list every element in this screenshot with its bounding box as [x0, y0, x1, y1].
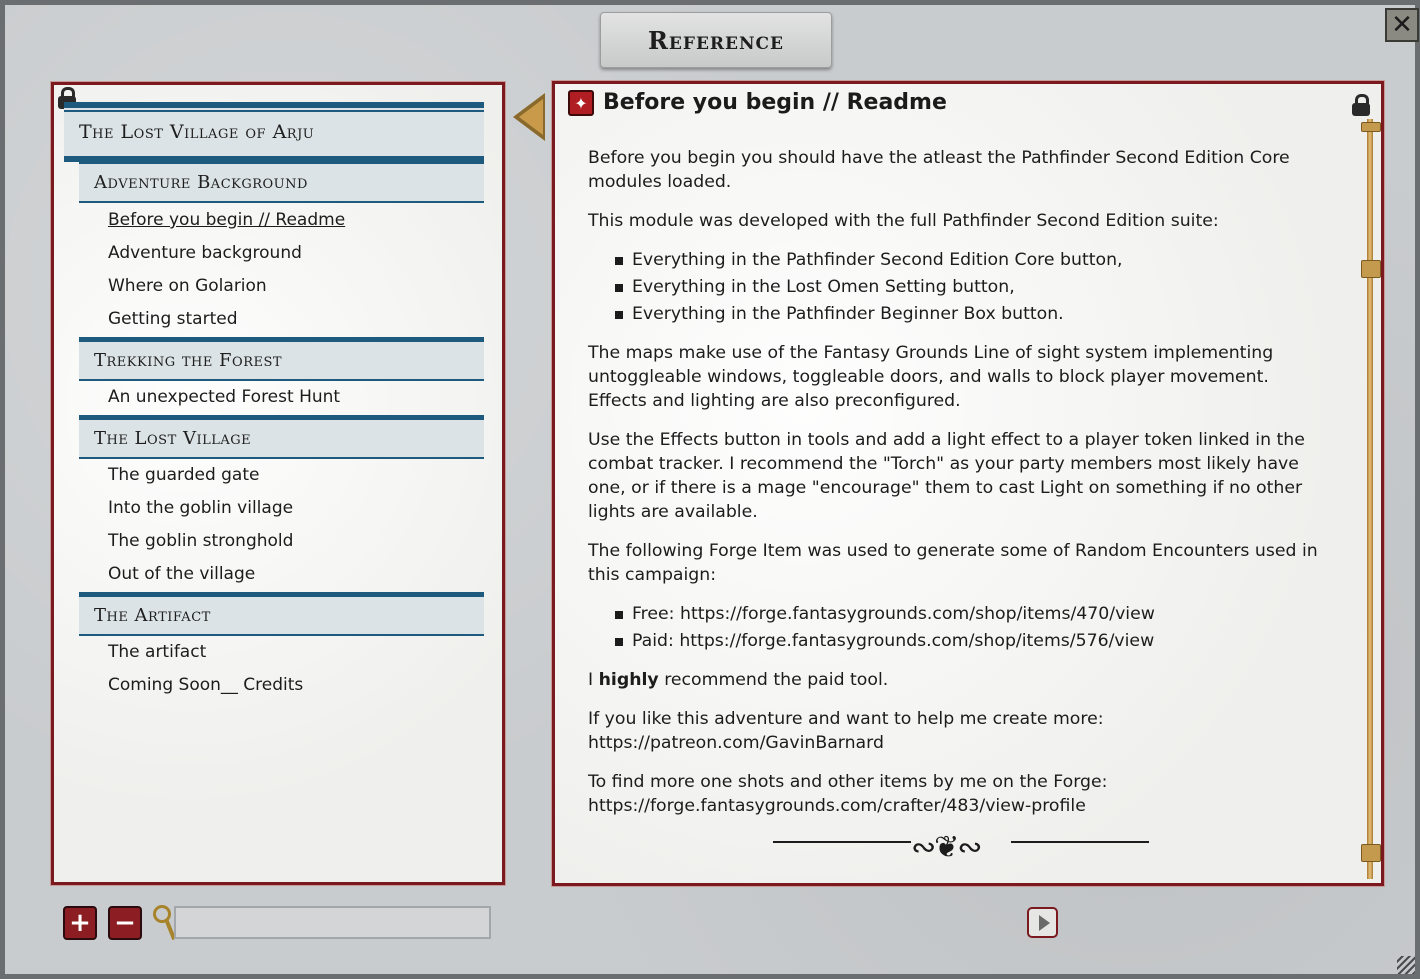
- story-icon[interactable]: ✦: [568, 90, 594, 116]
- toc-item-out-of-village[interactable]: Out of the village: [108, 564, 256, 584]
- reference-content-panel: [552, 81, 1384, 886]
- close-button[interactable]: ✕: [1385, 8, 1419, 42]
- ornament-divider: [773, 830, 1149, 866]
- paragraph: To find more one shots and other items by me on the Forge: https://forge.fantasygrounds.com/crafter/483/view-profile: [588, 772, 1108, 816]
- emphasis: highly: [598, 670, 659, 690]
- toc-item-guarded-gate[interactable]: The guarded gate: [108, 465, 260, 485]
- paragraph: Before you begin you should have the atleast the Pathfinder Second Edition Core modules loaded.: [588, 148, 1290, 192]
- toc-module-title-text: The Lost Village of Arju: [79, 121, 315, 143]
- list-item: Free: https://forge.fantasygrounds.com/shop/items/470/view: [588, 602, 1328, 626]
- toc-section-trekking-the-forest[interactable]: [79, 337, 484, 381]
- scrollbar[interactable]: [1367, 119, 1373, 879]
- toc-item-getting-started[interactable]: Getting started: [108, 309, 238, 329]
- toc-section-the-lost-village[interactable]: [79, 415, 484, 459]
- toc-item-the-artifact[interactable]: The artifact: [108, 642, 207, 662]
- toc-item-into-goblin-village[interactable]: Into the goblin village: [108, 498, 294, 518]
- list-item: Paid: https://forge.fantasygrounds.com/shop/items/576/view: [588, 629, 1328, 653]
- toc-item-where-on-golarion[interactable]: Where on Golarion: [108, 276, 267, 296]
- toc-section-label: Adventure Background: [94, 172, 308, 193]
- toc-item-goblin-stronghold[interactable]: The goblin stronghold: [108, 531, 294, 551]
- lock-icon[interactable]: [1352, 94, 1370, 116]
- scrollbar-thumb[interactable]: [1361, 260, 1381, 278]
- toc-item-forest-hunt[interactable]: An unexpected Forest Hunt: [108, 387, 341, 407]
- list-item: Everything in the Pathfinder Second Edition Core button,: [588, 248, 1328, 272]
- paragraph: [588, 668, 1328, 692]
- paragraph: This module was developed with the full Pathfinder Second Edition suite:: [588, 211, 1219, 231]
- next-page-button[interactable]: [1027, 907, 1058, 938]
- toc-item-before-you-begin[interactable]: Before you begin // Readme: [108, 210, 346, 230]
- list-item: Everything in the Lost Omen Setting button,: [588, 275, 1328, 299]
- toc-module-title: [64, 102, 484, 162]
- toc-item-adventure-background[interactable]: Adventure background: [108, 243, 302, 263]
- text: I: [588, 670, 594, 690]
- paragraph: If you like this adventure and want to help me create more: https://patreon.com/GavinBarnard: [588, 709, 1104, 753]
- toc-section-label: The Artifact: [94, 605, 211, 626]
- flourish-icon: ∾❦∾: [911, 830, 981, 865]
- table-of-contents-panel: [51, 82, 505, 885]
- content-title: Before you begin // Readme: [603, 90, 947, 115]
- paragraph: The following Forge Item was used to generate some of Random Encounters used in this campaign:: [588, 541, 1318, 585]
- toc-section-label: Trekking the Forest: [94, 350, 283, 371]
- search-input[interactable]: [174, 906, 491, 939]
- toc-item-credits[interactable]: Coming Soon__ Credits: [108, 675, 304, 695]
- toc-section-adventure-background[interactable]: [79, 159, 484, 203]
- divider-line: [1011, 841, 1149, 843]
- remove-button[interactable]: −: [108, 906, 142, 940]
- add-button[interactable]: +: [63, 906, 97, 940]
- list-item: Everything in the Pathfinder Beginner Box button.: [588, 302, 1328, 326]
- scrollbar-bottom-cap: [1361, 844, 1381, 862]
- window-title: Reference: [647, 25, 785, 55]
- collapse-toc-arrow-icon-inner: [519, 99, 543, 135]
- text: recommend the paid tool.: [664, 670, 889, 690]
- scrollbar-top-cap: [1361, 122, 1381, 132]
- paragraph: The maps make use of the Fantasy Grounds Line of sight system implementing untoggleable windows, toggleable doors, and walls to block player movement. Effects and lighting are also preconfigured.: [588, 343, 1274, 411]
- paragraph: Use the Effects button in tools and add a light effect to a player token linked in the combat tracker. I recommend the "Torch" as your party members most likely have one, or if there is a mage "encourage" them to cast Light on something if no other lights are available.: [588, 430, 1305, 522]
- window-title-tab[interactable]: [600, 12, 832, 68]
- bullet-list: [588, 248, 1328, 326]
- resize-grip-icon[interactable]: [1397, 956, 1415, 974]
- content-body: [588, 146, 1328, 833]
- toc-section-the-artifact[interactable]: [79, 592, 484, 636]
- bullet-list: [588, 602, 1328, 653]
- divider-line: [773, 841, 911, 843]
- toc-section-label: The Lost Village: [94, 428, 252, 449]
